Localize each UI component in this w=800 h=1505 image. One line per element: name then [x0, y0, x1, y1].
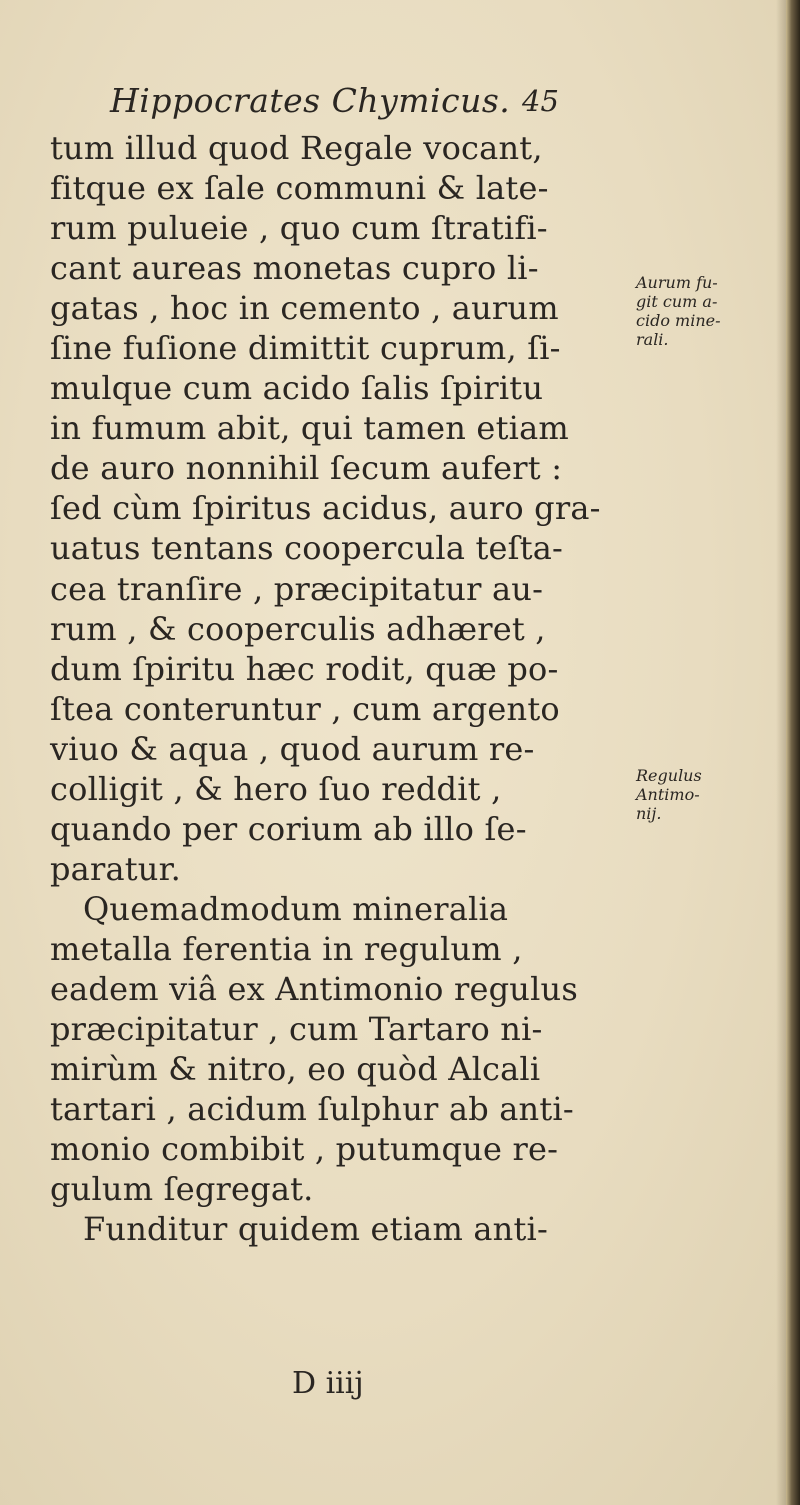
paragraph-start-line: Funditur quidem etiam anti- [83, 1210, 548, 1249]
text-line: fitque ex ſale communi & late- [50, 169, 549, 208]
text-line: paratur. [50, 849, 181, 888]
text-line: gatas , hoc in cemento , aurum [50, 289, 559, 328]
text-line: viuo & aqua , quod aurum re- [50, 729, 535, 768]
paragraph-start-line: Quemadmodum mineralia [83, 889, 509, 928]
margin-note-line: git cum a- [636, 292, 718, 311]
margin-note-line: Regulus [636, 766, 702, 785]
text-line: ſine fuſione dimittit cuprum, ſi- [50, 329, 561, 368]
margin-note-line: nij. [636, 804, 662, 823]
text-line: cant aureas monetas cupro li- [50, 249, 539, 288]
text-line: rum , & cooperculis adhæret , [50, 609, 546, 648]
text-line: eadem viâ ex Antimonio regulus [50, 969, 578, 1008]
text-line: metalla ferentia in regulum , [50, 929, 523, 968]
text-line: cea tranſire , præcipitatur au- [50, 569, 544, 608]
margin-note-regulus [636, 766, 786, 823]
text-line: ſed cùm ſpiritus acidus, auro gra- [50, 489, 601, 528]
text-line: colligit , & hero ſuo reddit , [50, 769, 502, 808]
margin-note-line: rali. [636, 330, 669, 349]
page-edge-shadow [776, 0, 786, 1505]
text-line: præcipitatur , cum Tartaro ni- [50, 1010, 543, 1049]
running-title: Hippocrates Chymicus. [110, 81, 511, 120]
margin-note-line: Aurum fu- [636, 273, 718, 292]
text-line: mulque cum acido ſalis ſpiritu [50, 369, 544, 408]
text-line: in fumum abit, qui tamen etiam [50, 409, 569, 448]
running-head [110, 76, 630, 126]
text-line: dum ſpiritu hæc rodit, quæ po- [50, 649, 559, 688]
text-line: uatus tentans coopercula teſta- [50, 529, 564, 568]
margin-note-line: cido mine- [636, 311, 721, 330]
text-line: ſtea conteruntur , cum argento [50, 689, 560, 728]
page-number: 45 [522, 84, 559, 118]
text-line: quando per corium ab illo ſe- [50, 809, 527, 848]
text-line: tum illud quod Regale vocant, [50, 129, 543, 167]
margin-note-aurum [636, 273, 786, 349]
text-line: de auro nonnihil ſecum aufert : [50, 449, 563, 488]
margin-note-line: Antimo- [636, 785, 700, 804]
text-line: gulum ſegregat. [50, 1170, 314, 1209]
text-line: mirùm & nitro, eo quòd Alcali [50, 1050, 541, 1089]
body-text [50, 128, 630, 1249]
page-edge-binding [786, 0, 800, 1505]
text-line: rum pulueie , quo cum ſtratifi- [50, 209, 548, 248]
text-line: monio combibit , putumque re- [50, 1130, 559, 1169]
signature-mark: D iiij [292, 1366, 364, 1401]
text-line: tartari , acidum ſulphur ab anti- [50, 1090, 574, 1129]
